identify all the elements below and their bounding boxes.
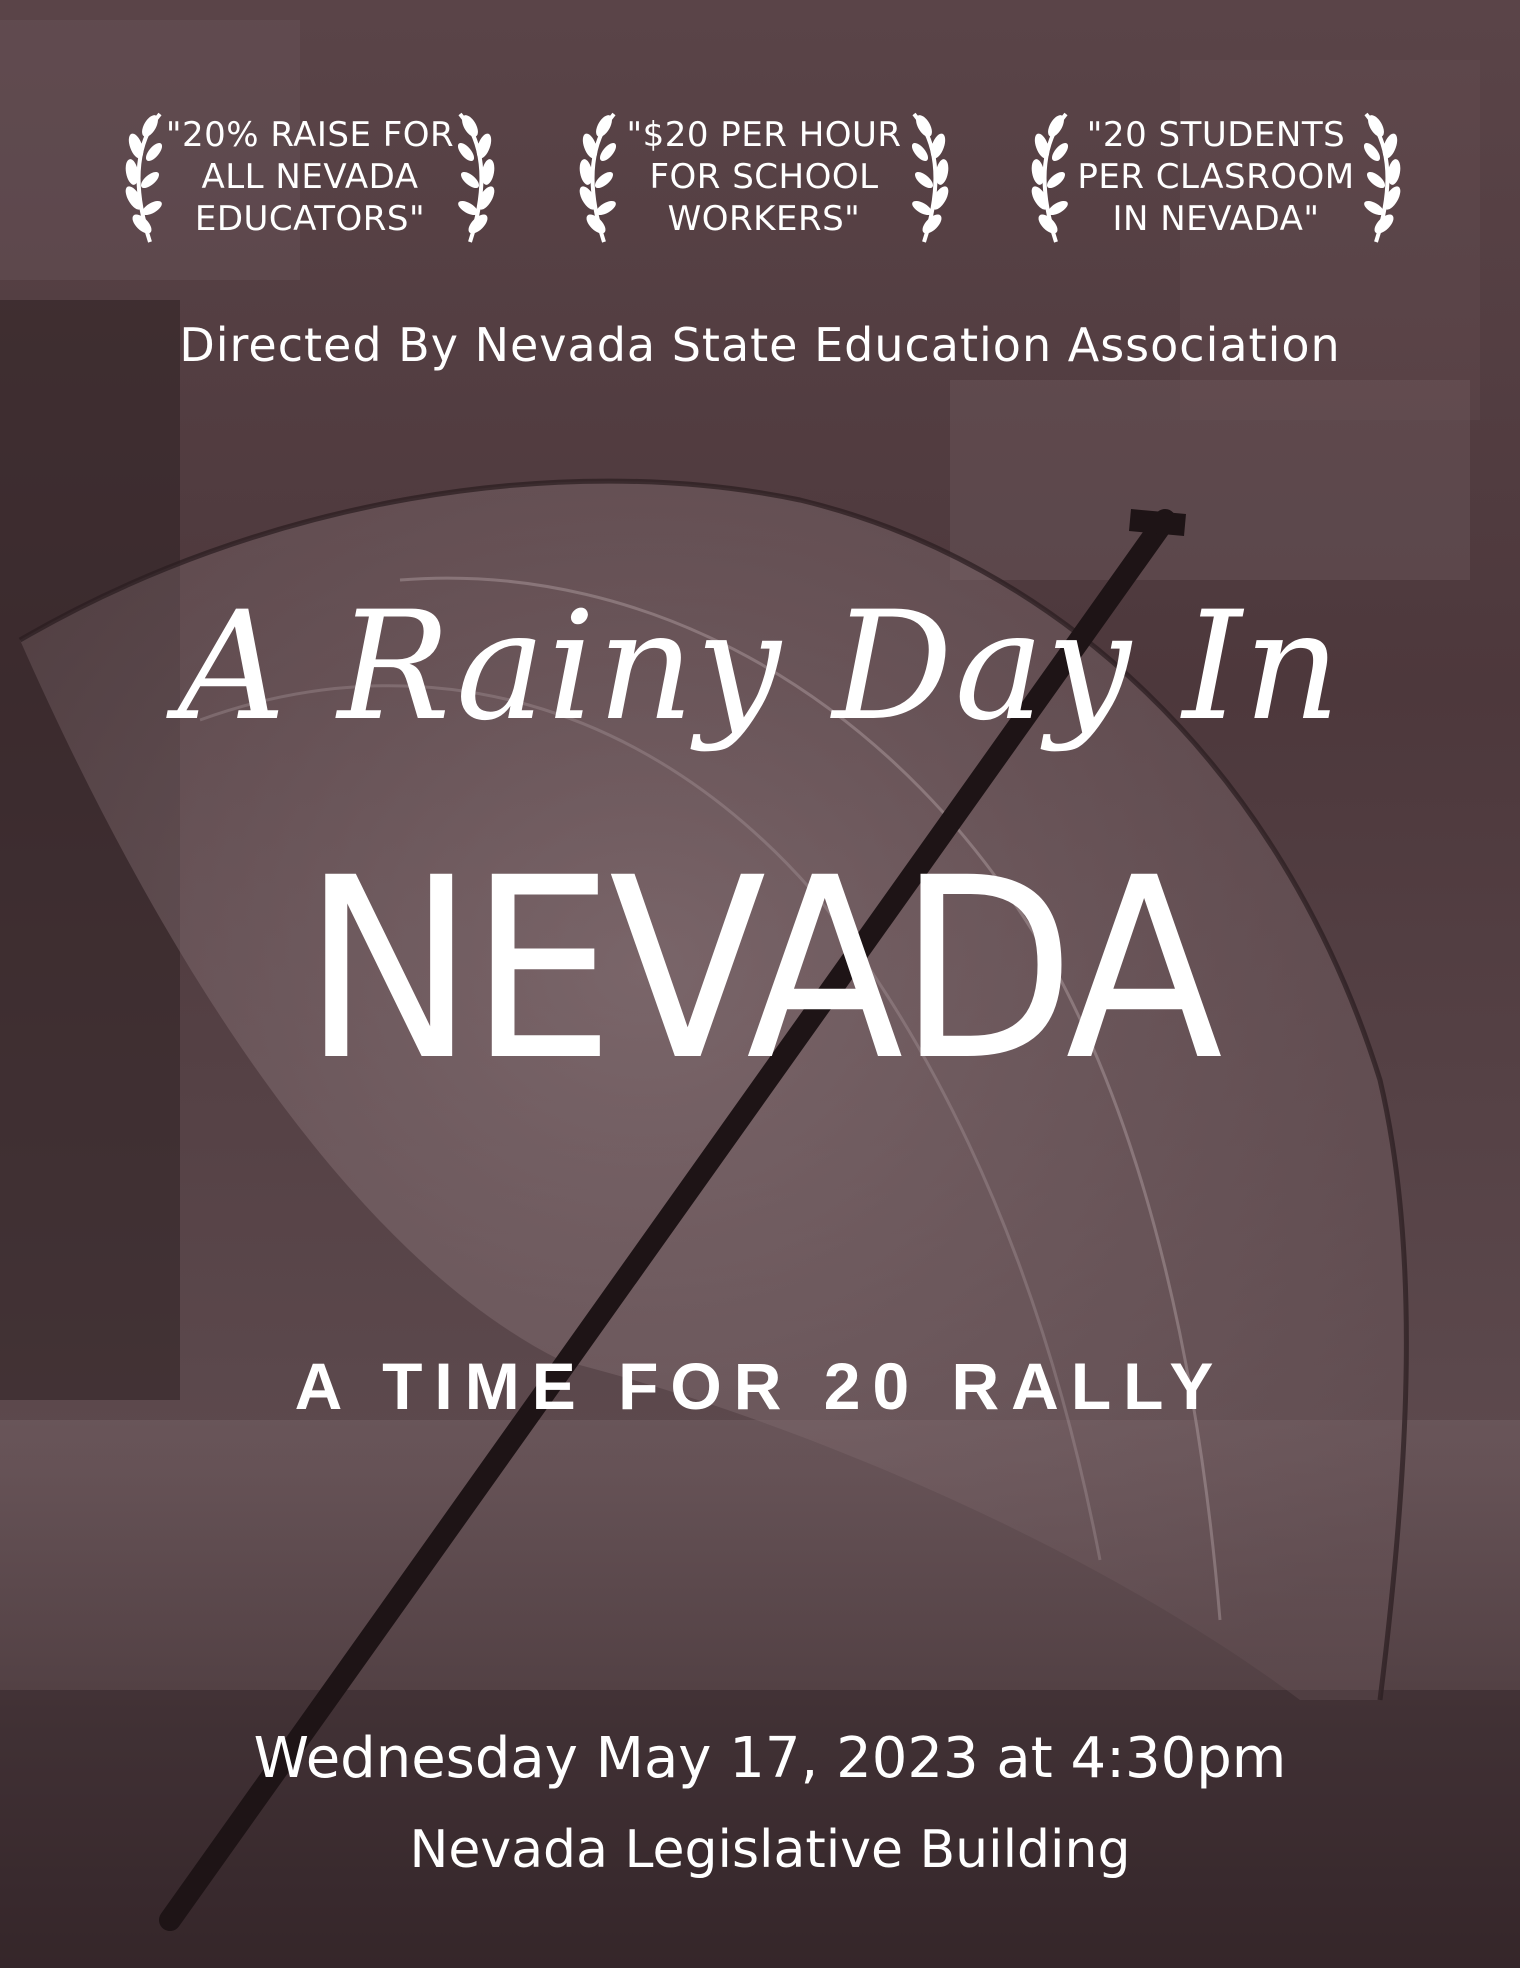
director-credit: Directed By Nevada State Education Association bbox=[179, 318, 1341, 372]
laurel-wreath-icon bbox=[448, 110, 500, 250]
event-location: Nevada Legislative Building bbox=[409, 1820, 1131, 1880]
laurel-wreath-icon bbox=[902, 110, 954, 250]
event-datetime: Wednesday May 17, 2023 at 4:30pm bbox=[253, 1726, 1287, 1791]
title-script: A Rainy Day In bbox=[177, 580, 1343, 754]
award-hourly-wage bbox=[574, 110, 954, 260]
title-main: NEVADA bbox=[302, 824, 1218, 1115]
award-raise bbox=[120, 110, 500, 260]
award-quote: "$20 PER HOUR FOR SCHOOL WORKERS" bbox=[626, 115, 902, 239]
award-quote: "20% RAISE FOR ALL NEVADA EDUCATORS" bbox=[165, 115, 455, 239]
award-quote: "20 STUDENTS PER CLASROOM IN NEVADA" bbox=[1077, 115, 1355, 239]
event-name: A TIME FOR 20 RALLY bbox=[294, 1349, 1226, 1423]
laurel-wreath-icon bbox=[1354, 110, 1406, 250]
award-class-size bbox=[1026, 110, 1406, 260]
